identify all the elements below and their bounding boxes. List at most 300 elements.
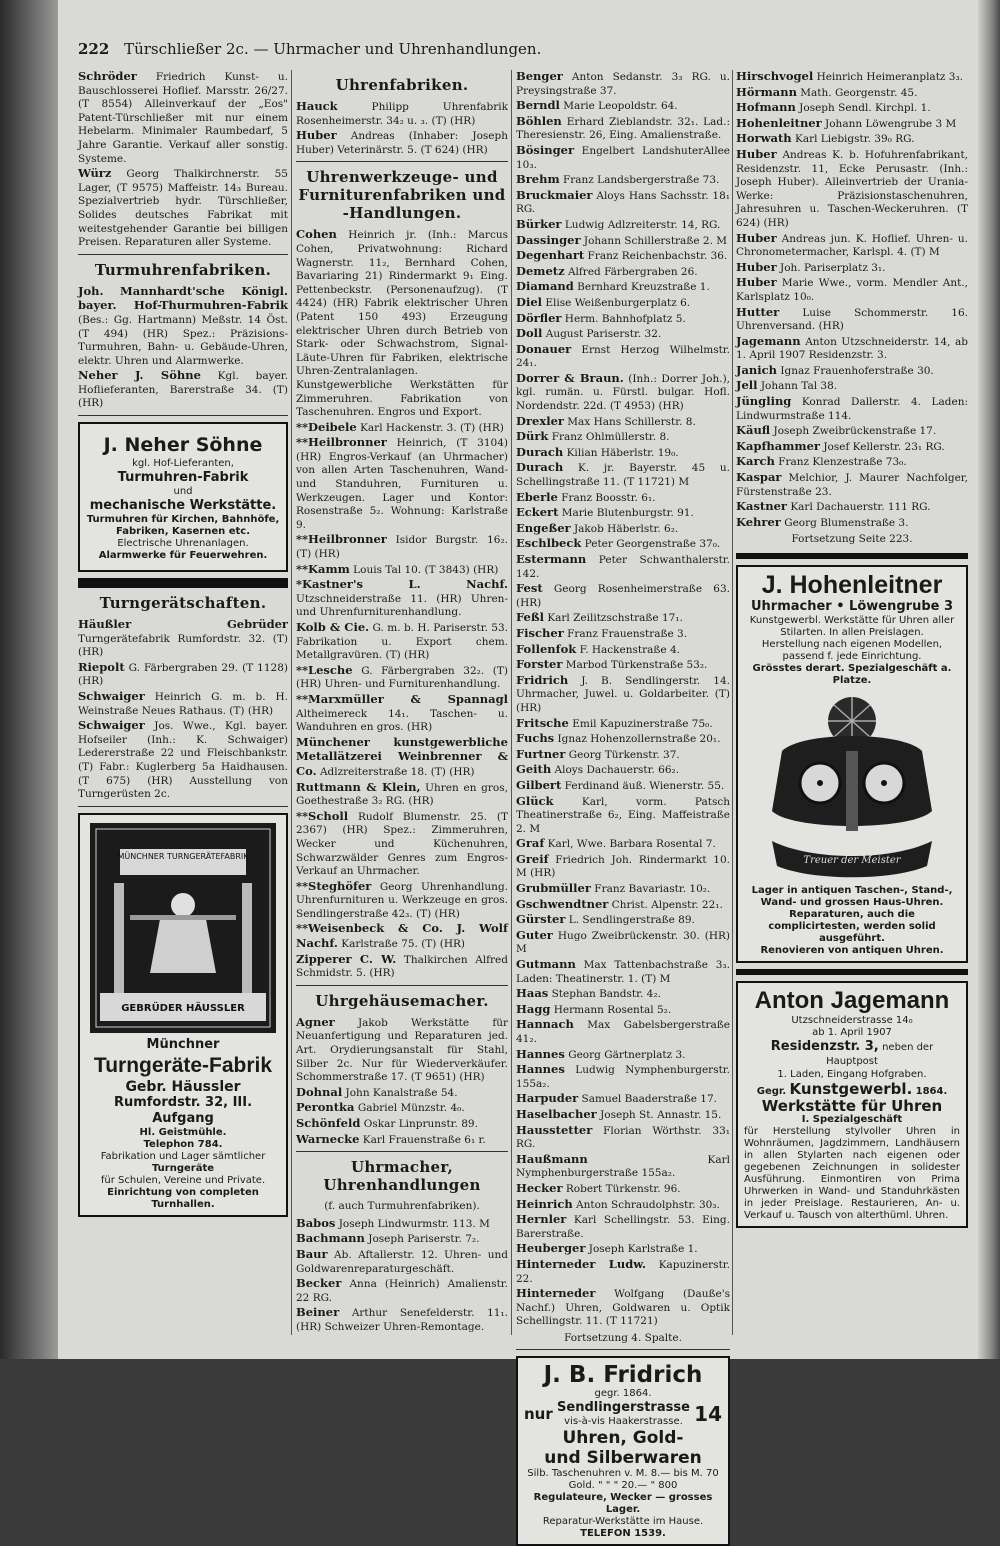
directory-entry [516,1003,730,1018]
entry-details: Max Gabelsbergerstraße 41₂. [516,1019,731,1045]
directory-entry [516,1213,730,1241]
directory-entry [78,719,288,802]
entry-details: Karl Nymphenburgerstraße 155a₂. [516,1153,730,1180]
directory-entry [296,810,508,879]
directory-entry [516,929,730,957]
entry-details: L. Sendlingerstraße 89. [568,914,695,927]
directory-entry [516,582,730,610]
entry-details: Max Hans Schillerstr. 8. [567,415,696,428]
advert-hohenleitner [736,565,968,963]
entry-details: Karl, Wwe. Barbara Rosental 7. [547,838,716,851]
entry-details: Turngerätefabrik Rumfordstr. 32. (T) (HR) [78,632,288,659]
entry-name: Hannes [516,1062,565,1077]
directory-entry [78,618,288,660]
entry-details: Math. Georgenstr. 45. [800,86,918,99]
entry-name: Perontka [296,1100,355,1115]
entry-details: Altheimereck 14₁. Taschen- u. Wanduhren en gros. (HR) [296,707,508,734]
directory-entry [516,958,730,986]
entry-details: Andreas K. b. Hofuhrenfabrikant, Residenzstr. 11, Ecke Perusastr. (Inh.: Joseph Huber). Alleinvertrieb der Urania-Werke: Präzisionstaschenuhren, Jahresuhren u. Taschen-Weckeruhren. (T 624) (HR) [736,148,969,229]
advert-text: Lager in antiquen Taschen-, Stand-, Wand- und grossen Haus-Uhren. [751,885,953,908]
directory-entry [296,1133,508,1148]
advert-text: Werkstätte für Uhren [761,1097,943,1116]
entry-name: Gürster [516,912,566,927]
advert-jagemann [736,981,968,1228]
advert-hohenleitner-name: J. Hohenleitner [761,571,943,599]
advert-fridrich [516,1356,730,1546]
entry-details: Florian Wörthstr. 33₁ RG. [516,1124,730,1151]
directory-entry [516,1287,730,1329]
directory-entry [296,563,508,578]
entry-name: Geith [516,762,552,777]
advert-text: Kunstgewerbl. [789,1079,913,1098]
advert-text: vis-à-vis Haakerstrasse. [564,1416,683,1428]
directory-entry [516,1242,730,1257]
entry-name: Hannach [516,1017,574,1032]
directory-entry [516,732,730,747]
directory-entry [516,553,730,581]
entry-details: Utzschneiderstraße 11. (HR) Uhren- und Uhrenfurniturenhandlung. [296,592,508,619]
entry-details: Andreas jun. K. Hoflief. Uhren- u. Chronometermacher, Karlspl. 4. (T) M [736,232,968,259]
section-note: (f. auch Turmuhrenfabriken). [324,1200,480,1213]
entry-details: Heinrich jr. (Inh.: Marcus Cohen, Privatwohnung: Richard Wagnerstr. 11₂, Bernhard Cohen, Bavariaring 21) Rindermarkt 9₁ Eing. Pettenbeckstr. (Personenaufzug). (T 4424) (HR) Fabrik elektrischer Uhren (Patent 150 493) Erzeugung elektrischer Uhren durch Betrieb von Stark- oder Schwachstrom, Signal-Läute-Uhren für Fabriken, elektrische Uhren-Zentralanlagen. Kunstgewerbliche Werkstätten für Zimmeruhren. Fabrikation von Taschenuhren. Engros und Export. [296,229,508,419]
directory-entry [296,922,508,951]
directory-entry [516,115,730,143]
entry-details: Franz Bavariastr. 10₂. [594,883,711,896]
entry-details: Franz Frauenstraße 3. [567,627,688,640]
entry-name: Bürker [516,216,562,231]
entry-details: Aloys Dachauerstr. 66₂. [554,764,680,777]
entry-details: Joseph Sendl. Kirchpl. 1. [799,102,931,115]
entry-details: Peter Georgenstraße 37₀. [584,538,721,551]
advert-address [553,1400,694,1428]
directory-entry [516,763,730,778]
turngeraete-illustration [90,823,276,1033]
entry-name: Schröder [78,69,137,83]
entry-details: Rudolf Blumenstr. 25. (T 2367) (HR) Spez.: Zimmeruhren, Wecker und Küchenuhren, Schwarzwälder Genres zum Engros-Verkauf an Uhrmacher. [296,810,508,878]
entries-tuerschliesser [78,70,288,250]
entry-name: Harpuder [516,1091,579,1106]
entry-details: Oskar Linprunstr. 89. [363,1118,478,1130]
entry-name: Neher J. Söhne [78,368,201,383]
directory-entry [736,276,968,304]
entry-details: Heinrich G. m. b. H. Weinstraße Neues Rathaus. (T) (HR) [78,691,289,717]
directory-entry [296,953,508,981]
entry-name: Furtner [516,746,566,761]
directory-entry [296,1086,508,1101]
directory-entry [516,658,730,673]
entry-name: Gutmann [516,957,576,972]
entry-details: G. Färbergraben 29. (T 1128) (HR) [78,661,288,688]
advert-text: 1. Laden, Eingang Hofgraben. [777,1068,927,1080]
entry-name: Guter [516,927,553,942]
advert-address-row [744,1039,960,1069]
entry-name: Dörfler [516,310,562,325]
entry-details: Franz Reichenbachstr. 36. [587,250,728,263]
advert-text: Electrische Uhrenanlagen. [117,538,249,550]
entry-details: Marie Leopoldstr. 64. [563,100,678,113]
directory-entry [296,1217,508,1232]
entry-name: Donauer [516,341,572,356]
entry-name: Huber [736,146,777,161]
directory-entry [736,306,968,334]
entry-name: Feßl [516,610,544,625]
advert-text: Grösstes derart. Spezialgeschäft a. Platze. [752,663,952,686]
directory-entry [736,261,968,276]
entry-details: Joseph Pariserstr. 7₂. [368,1233,480,1246]
entry-details: Ferdinand äuß. Wienerstr. 55. [564,779,725,792]
entry-details: Andreas (Inhaber: Joseph Huber) Veterinärstr. 5. (T 624) (HR) [296,130,509,156]
advert-text: Residenzstr. 3, [770,1039,879,1054]
entry-name: Kolb & Cie. [296,620,370,634]
directory-entry [516,1198,730,1213]
advert-text: 14 [694,1402,722,1427]
entry-details: G. Färbergraben 32₂. (T) (HR) Uhren- und Furniturenhandlung. [296,664,508,691]
divider-bar [736,553,968,559]
directory-entry [516,1182,730,1197]
entry-details: Joseph Lindwurmstr. 113. M [338,1217,490,1230]
entry-details: J. B. Sendlingerstr. 14. Uhrmacher, Juwel. u. Goldarbeiter. (T) (HR) [516,674,730,714]
entry-name: Huber [296,128,337,143]
entry-details: Aloys Hans Sachsstr. 18₁ RG. [516,189,730,216]
advert-neher-name: J. Neher Söhne [103,434,263,457]
divider [78,806,288,807]
continuation-note: Fortsetzung Seite 223. [791,533,913,546]
entry-details: Max Tattenbachstraße 3₃. Laden: Theatinerstr. 1. (T) M [516,959,730,985]
entry-details: Erhard Zieblandstr. 32₁. Lad.: Theresienstr. 26, Eing. Amalienstraße. [516,115,730,142]
entry-name: Hagg [516,1001,551,1016]
entry-name: Joh. Mannhardt'sche Königl. bayer. Hof-Thurmuhren-Fabrik [78,283,288,313]
entry-details: Isidor Burgstr. 16₂. (T) (HR) [296,534,508,561]
entry-details: Johann Schillerstraße 2. M [583,234,727,247]
entry-name: Münchener kunstgewerbliche Metallätzerei Weinbrenner & Co. [296,734,508,778]
directory-entry [78,285,288,369]
advert-haeussler [78,813,288,1217]
entry-details: Marie Blutenburgstr. 91. [561,507,694,520]
directory-entry [516,1108,730,1123]
entry-name: Eberle [516,489,558,504]
entry-details: Georg Gärtnerplatz 3. [568,1048,686,1061]
directory-entry [516,898,730,913]
advert-text: Rumfordstr. 32, III. Aufgang [113,1094,253,1126]
advert-text: Uhren, Gold- [562,1428,684,1449]
page-edge [978,0,1000,1359]
entry-name: **Lesche [296,662,353,677]
entry-name: Durach [516,460,564,475]
entry-details: Peter Schwanthalerstr. 142. [516,554,730,580]
entry-name: Jagemann [736,333,801,348]
entry-name: Fritsche [516,715,569,730]
advert-text: Renovieren von antiquen Uhren. [760,945,944,956]
advert-text: neben der Hauptpost [826,1042,934,1067]
entry-details: Louis Tal 10. (T 3843) (HR) [353,563,499,576]
entry-details: Karl Schellingstr. 53. Eing. Barerstraße. [516,1214,730,1240]
directory-entry [296,880,508,922]
entry-details: Georg Blumenstraße 3. [784,516,909,529]
directory-entry [78,690,288,718]
entry-details: Engelbert LandshuterAllee 10₃. [516,144,730,171]
clock-emblem-art [762,691,942,881]
directory-entry [296,664,508,692]
entry-name: Diel [516,294,543,309]
directory-entry [296,1306,508,1334]
entry-name: Hernler [516,1212,567,1227]
divider [516,1349,730,1350]
directory-entry [516,748,730,763]
entry-details: Joseph Karlstraße 1. [588,1243,698,1256]
directory-entry [516,249,730,264]
entry-name: Baur [296,1246,328,1261]
entry-details: Hermann Rosental 5₂. [553,1003,672,1016]
entry-name: **Weisenbeck & Co. J. Wolf Nachf. [296,921,508,951]
directory-entry [516,491,730,506]
entry-details: Hugo Zweibrückenstr. 30. (HR) M [516,929,730,956]
directory-entry [296,578,508,620]
entry-details: Karl Dachauerstr. 111 RG. [790,501,931,514]
directory-entry [78,70,288,166]
entry-name: Schönfeld [296,1116,361,1130]
entry-details: Kilian Häberlstr. 19₀. [566,446,679,459]
directory-entry [516,343,730,371]
entry-name: Horwath [736,131,792,146]
directory-entry [736,101,968,116]
directory-entry [78,369,288,411]
directory-entry [516,643,730,658]
entries-turmuhren [78,285,288,411]
entry-name: Dorrer & Braun. [516,370,624,385]
advert-text: Gebr. Häussler [125,1078,241,1095]
entry-name: Hohenleitner [736,115,822,130]
advert-text: Hl. Geistmühle. [139,1126,227,1138]
advert-text: gegr. 1864. [594,1388,652,1400]
directory-entry [516,913,730,928]
entry-details: Robert Türkenstr. 96. [565,1182,681,1195]
section-title-turngeraete: Turngerätschaften. [99,594,267,613]
directory-entry [736,364,968,379]
directory-entry [516,461,730,489]
directory-entry [78,167,288,250]
directory-entry [516,1258,730,1286]
entry-details: Georg Türkenstr. 37. [568,748,680,761]
entry-name: Fischer [516,625,564,640]
entry-details: Joh. Pariserplatz 3₁. [780,261,886,274]
entry-details: Karl Hackenstr. 3. (T) (HR) [360,421,504,434]
entry-name: Bösinger [516,142,575,157]
directory-entry [296,1232,508,1247]
entry-name: Graf [516,836,545,851]
directory-entry [516,372,730,414]
section-title-uhrmacher: Uhrmacher, Uhrenhandlungen [323,1158,481,1195]
advert-text: Gegr. [756,1085,787,1097]
directory-entry [736,424,968,439]
entry-details: Marbod Türkenstraße 53₂. [565,659,708,672]
directory-entry [736,516,968,531]
entry-name: Käufl [736,423,771,438]
directory-entry [296,736,508,780]
entry-name: Dürk [516,429,549,444]
entry-details: Bernhard Kreuzstraße 1. [577,281,710,294]
advert-text: Einrichtung von completen Turnhallen. [107,1186,259,1210]
entry-name: Huber [736,259,777,274]
section-title-gehaeuse: Uhrgehäusemacher. [315,991,489,1010]
entry-name: Engeßer [516,520,571,535]
directory-entry [296,1248,508,1276]
entry-name: Estermann [516,552,587,566]
ribbon-text: Treuer der Meister [803,855,901,866]
entry-details: Karl Liebigstr. 39₀ RG. [794,133,915,146]
entry-details: Franz Boosstr. 6₁. [561,491,656,504]
directory-entry [516,522,730,537]
directory-entry [516,611,730,626]
entry-name: Doll [516,326,543,341]
advert-text: Telephon 784. [143,1138,223,1150]
directory-entry [296,1101,508,1116]
directory-entry [736,379,968,394]
column-rule [291,70,292,1335]
advert-text: Turngeräte-Fabrik [93,1053,273,1077]
entry-name: Hinterneder Ludw. [516,1256,646,1271]
entry-name: Demetz [516,263,565,278]
advert-text: Gold. " " " 20.— " 800 [568,1480,678,1492]
entry-details: John Kanalstraße 54. [345,1086,458,1099]
advert-text: I. Spezialgeschäft [801,1114,903,1126]
advert-neher [78,422,288,572]
directory-entry [516,1018,730,1046]
directory-entry [296,1277,508,1305]
directory-entry [516,1048,730,1063]
advert-text: Fabrikation und Lager sämtlicher [100,1150,266,1162]
advert-address-row [524,1400,722,1428]
advert-text: Silb. Taschenuhren v. M. 8.— bis M. 70 [527,1468,719,1480]
entry-name: Hausstetter [516,1122,593,1137]
entry-name: **Steghöfer [296,878,372,893]
entry-name: Hauck [296,99,338,113]
directory-entry [516,430,730,445]
directory-entry [296,228,508,419]
entry-details: Thalkirchen Alfred Schmidstr. 5. (HR) [296,953,508,980]
divider [296,161,508,162]
entry-details: Anton Utzschneiderstr. 14, ab 1. April 1907 Residenzstr. 3. [736,335,968,362]
entry-name: Jüngling [736,394,792,409]
directory-entry [516,1124,730,1152]
entry-details: Ignaz Hohenzollernstraße 20₁. [557,733,721,746]
advert-founded-row [744,1081,960,1099]
entry-name: Hutter [736,304,780,319]
directory-entry [296,621,508,663]
entries-uhrmacher-h-k [736,70,968,530]
entry-details: Kapuzinerstr. 22. [516,1258,730,1285]
entries-turngeraete [78,618,288,802]
entry-name: Becker [296,1276,342,1291]
entry-name: Hecker [516,1180,563,1195]
divider [296,1151,508,1152]
directory-entry [516,70,730,98]
directory-entry [516,99,730,114]
directory-entry [516,674,730,716]
entry-name: Berndl [516,98,560,113]
entry-details: F. Hackenstraße 4. [579,643,680,656]
entry-name: Fuchs [516,731,555,746]
divider [78,254,288,255]
directory-entry [296,1117,508,1132]
entry-name: Riepolt [78,659,125,674]
entry-name: **Deibele [296,419,357,434]
entry-name: Hirschvogel [736,69,814,83]
entry-details: Karl, vorm. Patsch Theatinerstraße 6₂, Eing. Maffeistraße 2. M [516,795,730,835]
advert-text: ab 1. April 1907 [812,1027,892,1038]
entries-werkzeuge [296,228,508,980]
entry-name: Hannes [516,1046,565,1061]
entry-details: Luise Schommerstr. 16. Uhrenversand. (HR) [736,306,969,333]
entries-uhrenfabriken [296,100,508,157]
directory-entry [516,837,730,852]
advert-text: Alarmwerke für Feuerwehren. [98,550,268,562]
entry-name: Gilbert [516,777,562,792]
entry-name: Haas [516,986,549,1001]
entry-name: Zipperer C. W. [296,951,397,966]
directory-entry [296,781,508,809]
directory-entry [296,1016,508,1085]
divider-bar [78,578,288,588]
entries-uhrmacher-b-h [516,70,730,1329]
directory-entry [516,144,730,172]
entry-name: Haußmann [516,1151,588,1166]
directory-entry [736,335,968,363]
directory-entry [516,779,730,794]
entries-uhrmacher [296,1217,508,1335]
directory-entry [516,265,730,280]
directory-entry [516,189,730,217]
entry-name: Cohen [296,227,337,242]
entry-details: Joseph St. Annastr. 15. [600,1108,722,1121]
entry-name: Jell [736,378,758,393]
directory-entry [736,455,968,470]
entry-name: Warnecke [296,1131,360,1146]
advert-text: Uhrmacher • Löwengrube 3 [750,599,954,614]
entry-name: Durach [516,444,564,459]
entry-details: K. jr. Bayerstr. 45 u. Schellingstraße 11. (T 11721) M [516,462,730,489]
entry-details: G. m. b. H. Pariserstr. 53. Fabrikation u. Export chem. Metallgravüren. (T) (HR) [296,622,508,662]
entry-name: *Kastner's L. Nachf. [296,577,508,592]
entry-name: Hörmann [736,84,797,99]
banner-top-text: MÜNCHNER TURNGERÄTEFABRIK [117,851,249,861]
directory-entry [296,129,508,157]
entry-details: Josef Kellerstr. 23₁ RG. [823,440,945,453]
clock-emblem-illustration [762,691,942,881]
entry-details: Franz Klenzestraße 73₀. [778,456,907,469]
directory-entry [736,232,968,260]
page-number: 222 [78,40,110,58]
entry-details: Ernst Herzog Wilhelmstr. 24₁. [516,343,731,370]
directory-entry [78,661,288,689]
entry-details: Anton Schraudolphstr. 30₃. [576,1198,720,1211]
entry-name: Brehm [516,172,560,187]
directory-entry [296,421,508,436]
entry-name: Agner [296,1014,335,1029]
entry-details: Johann Tal 38. [760,380,838,393]
entry-details: Franz Landsbergerstraße 73. [562,174,720,187]
entry-details: Wolfgang (Dauße's Nachf.) Uhren, Goldwaren u. Optik Schellingstr. 11. (T 11721) [516,1288,730,1328]
entry-name: Kapfhammer [736,438,820,453]
entry-name: Kastner [736,499,787,514]
directory-entry [516,717,730,732]
entry-name: **Heilbronner [296,532,387,547]
entry-name: Greif [516,851,549,866]
entry-details: Kgl. bayer. Hoflieferanten, Barerstraße 34. (T) (HR) [78,370,288,410]
entry-details: Jakob Werkstätte für Neuanfertigung und Reparaturen jed. Art. Orydierungsanstalt für Stahl, Silber 2c. Nur für Wiederverkäufer. Schommerstraße 17. (T 9651) (HR) [296,1016,508,1084]
entry-details: Samuel Baaderstraße 17. [581,1093,717,1106]
entry-name: **Marxmüller & Spannagl [296,691,508,706]
directory-entry [516,312,730,327]
